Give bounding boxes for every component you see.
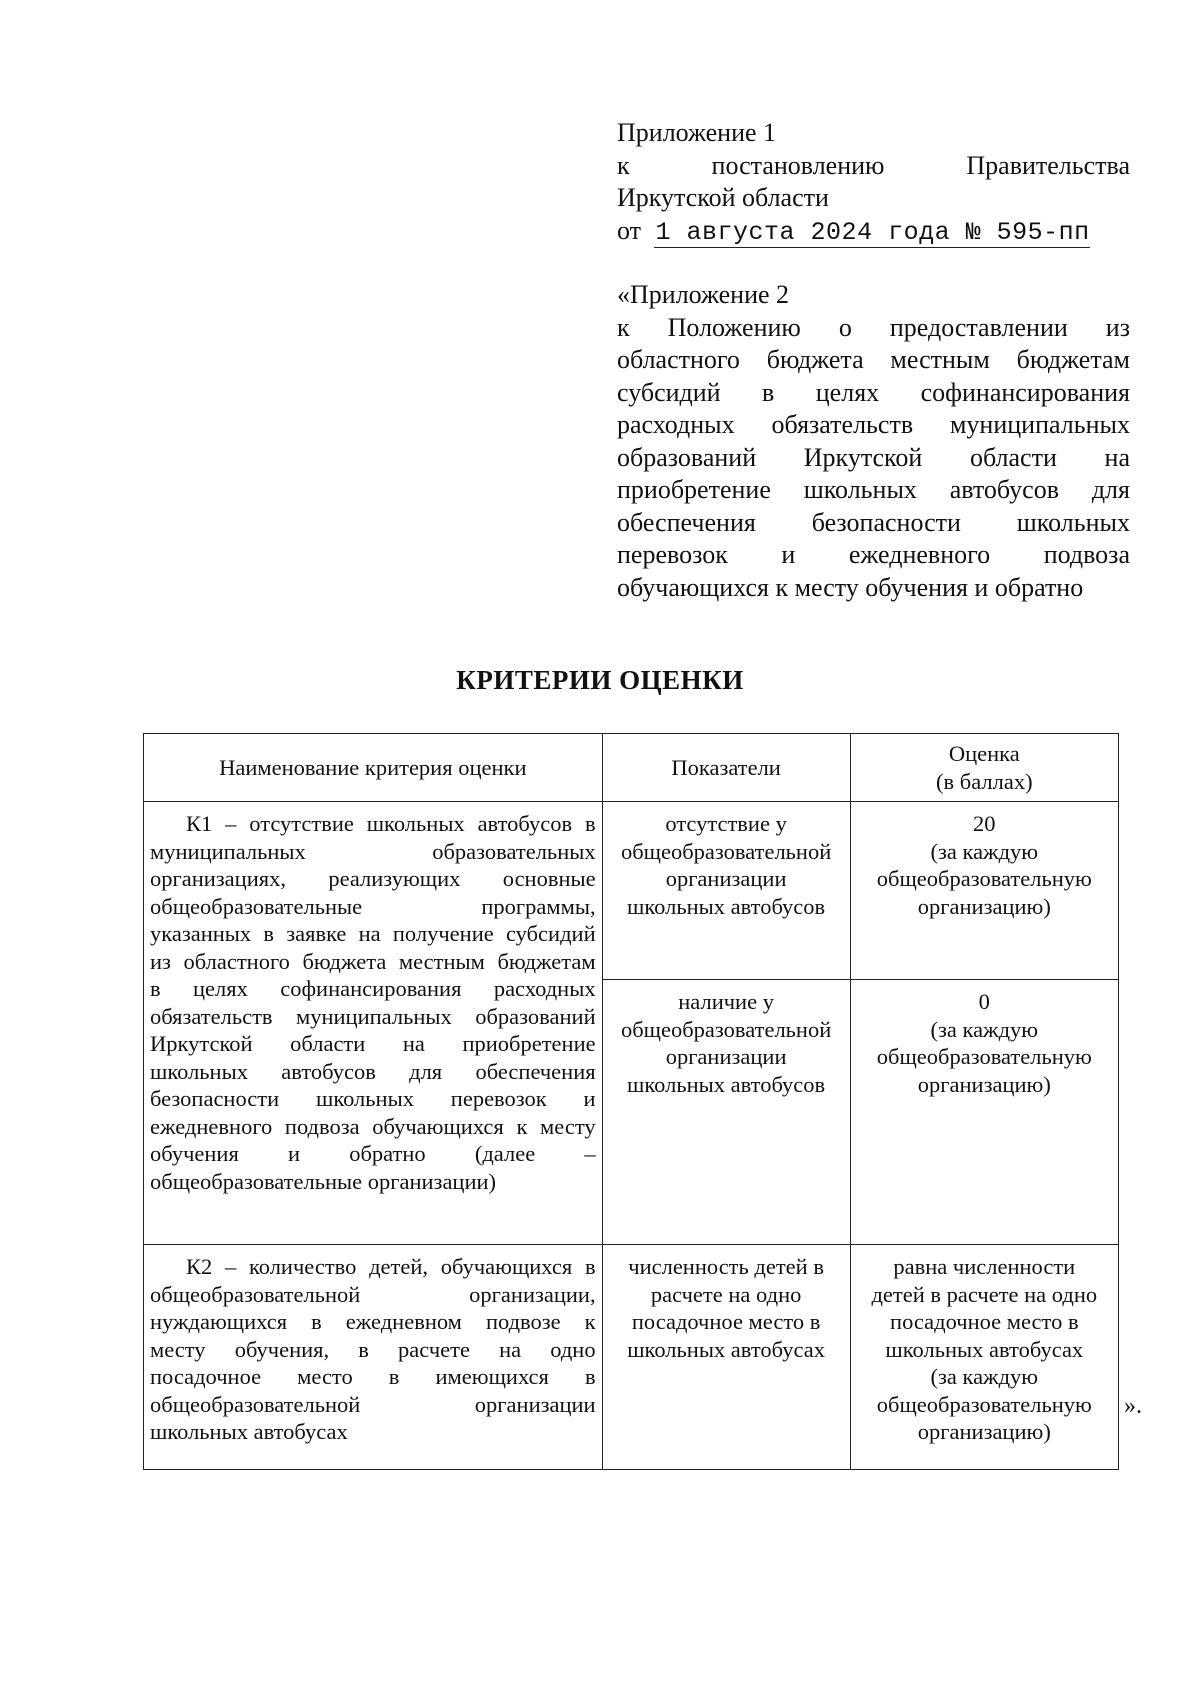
k1-name-line: организациях, реализующих основные: [150, 866, 596, 891]
score-value: 0: [978, 989, 990, 1014]
score-line: детей в расчете на одно: [871, 1281, 1098, 1307]
indicator-line: численность детей в: [628, 1254, 824, 1279]
date-prefix: от: [617, 215, 642, 245]
k1-name-line: указанных в заявке на получение субсидий: [150, 921, 596, 946]
score-line: общеобразовательную: [876, 866, 1092, 891]
indicator-line: посадочное место в: [631, 1309, 821, 1334]
k2-name-line: месту обучения, в расчете на одно: [150, 1336, 596, 1362]
indicator-line: общеобразовательной: [620, 838, 832, 864]
k1-name-line: К1 – отсутствие школьных автобусов в: [186, 811, 596, 836]
closing-quote-mark: ».: [1124, 1393, 1142, 1419]
score-value: 20: [973, 811, 996, 836]
k1-name-line: из областного бюджета местным бюджетам: [150, 948, 596, 974]
k1-score-present: [850, 980, 1118, 1245]
appendix-2-line: субсидий в целях софинансирования: [617, 377, 1130, 407]
k1-score-absent: [850, 802, 1118, 980]
indicator-line: школьных автобусов: [627, 1071, 826, 1097]
table-row-k1-absent: [144, 802, 1119, 980]
header-score: [850, 734, 1118, 802]
k2-name-line: посадочное место в имеющихся в: [150, 1364, 596, 1389]
k2-name-line: К2 – количество детей, обучающихся в: [186, 1254, 596, 1279]
score-line: равна численности: [893, 1254, 1076, 1279]
appendix-2-line: «Приложение 2: [617, 280, 790, 309]
indicator-line: отсутствие у: [665, 811, 787, 836]
indicator-line: расчете на одно: [650, 1281, 802, 1307]
header-indicators: Показатели: [602, 734, 850, 802]
score-line: школьных автобусах: [885, 1336, 1084, 1362]
k1-name-line: ежедневного подвоза обучающихся к месту: [150, 1113, 596, 1139]
document-title: КРИТЕРИИ ОЦЕНКИ: [456, 665, 744, 695]
k2-name-line: нуждающихся в ежедневном подвозе к: [150, 1309, 596, 1334]
score-line: организацию): [917, 893, 1051, 919]
criteria-table: [143, 733, 1119, 1470]
k1-indicator-absent: [602, 802, 850, 980]
k2-score: [850, 1245, 1118, 1470]
k2-name-line: школьных автобусах: [150, 1419, 348, 1444]
table-row-k2: [144, 1245, 1119, 1470]
indicator-line: школьных автобусов: [627, 893, 826, 919]
k1-name-line: школьных автобусов для обеспечения: [150, 1058, 596, 1084]
k1-name-line: безопасности школьных перевозок и: [150, 1086, 596, 1111]
indicator-line: организации: [665, 866, 787, 891]
k1-name-line: Иркутской области на приобретение: [150, 1031, 596, 1056]
appendix-2-line: обучающихся к месту обучения и обратно: [617, 572, 1084, 602]
k2-indicator: [602, 1245, 850, 1470]
k2-name-line: общеобразовательной организации,: [150, 1281, 596, 1307]
appendix-1-header: [617, 117, 1130, 249]
indicator-line: школьных автобусах: [627, 1336, 825, 1362]
appendix-2-header: [617, 279, 1130, 604]
score-line: (за каждую: [930, 838, 1039, 864]
k2-criterion-name: [144, 1245, 603, 1470]
appendix-2-line: обеспечения безопасности школьных: [617, 507, 1130, 537]
appendix-2-line: приобретение школьных автобусов для: [617, 475, 1130, 504]
k1-indicator-present: [602, 980, 850, 1245]
appendix-2-line: расходных обязательств муниципальных: [617, 410, 1130, 439]
appendix-2-line: областного бюджета местным бюджетам: [617, 345, 1130, 374]
score-line: организацию): [917, 1419, 1051, 1444]
table-header-row: [144, 734, 1119, 802]
appendix-1-line-3: Иркутской области: [617, 183, 829, 212]
appendix-2-line: к Положению о предоставлении из: [617, 312, 1130, 342]
header-criterion: Наименование критерия оценки: [144, 734, 603, 802]
resolution-date-handwritten: 1 августа 2024 года № 595-пп: [655, 217, 1090, 247]
appendix-1-title: Приложение 1: [617, 118, 777, 147]
k1-name-line: общеобразовательные программы,: [150, 893, 596, 919]
score-line: (за каждую: [930, 1016, 1039, 1042]
k1-name-line: муниципальных образовательных: [150, 838, 596, 864]
appendix-1-line-2: к постановлению Правительства: [617, 150, 1130, 180]
k1-name-line: общеобразовательные организации): [150, 1168, 497, 1194]
appendix-2-line: перевозок и ежедневного подвоза: [617, 540, 1130, 569]
score-line: общеобразовательную: [876, 1044, 1092, 1069]
indicator-line: общеобразовательной: [620, 1016, 832, 1042]
header-score-line-2: (в баллах): [936, 768, 1033, 794]
score-line: (за каждую: [930, 1364, 1039, 1389]
k1-name-line: обязательств муниципальных образований: [150, 1003, 596, 1029]
score-line: организацию): [917, 1071, 1051, 1097]
indicator-line: организации: [665, 1044, 787, 1069]
resolution-date-line: [617, 215, 1130, 250]
k1-criterion-name: [144, 802, 603, 1245]
k2-name-line: общеобразовательной организации: [150, 1391, 596, 1417]
indicator-line: наличие у: [678, 989, 774, 1014]
k1-name-line: обучения и обратно (далее –: [150, 1141, 596, 1166]
header-score-line-1: Оценка: [948, 741, 1020, 766]
score-line: общеобразовательную: [876, 1391, 1092, 1417]
appendix-2-line: образований Иркутской области на: [617, 442, 1130, 472]
k1-name-line: в целях софинансирования расходных: [150, 976, 596, 1001]
score-line: посадочное место в: [890, 1309, 1079, 1334]
